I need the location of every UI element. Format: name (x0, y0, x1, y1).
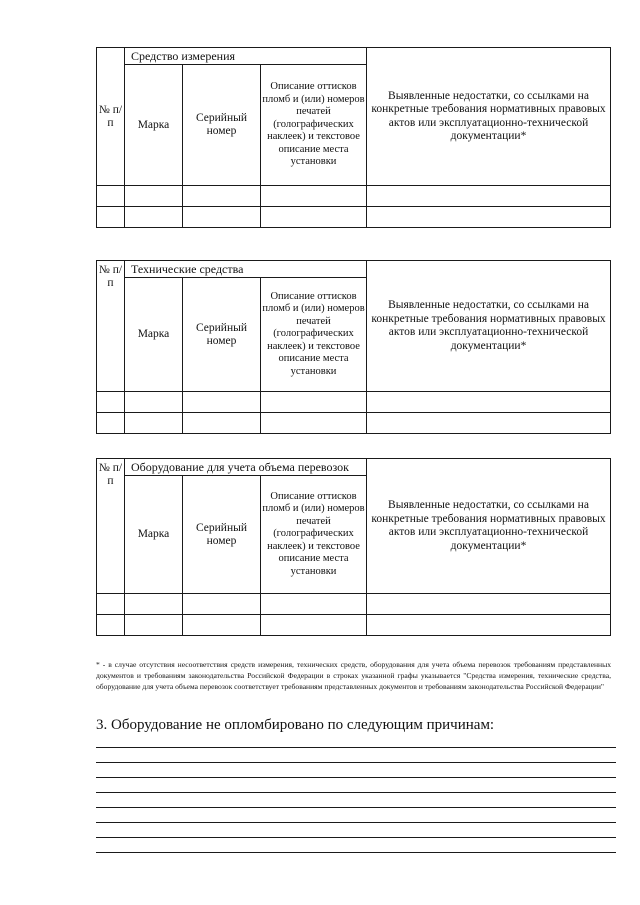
table-row (97, 594, 611, 615)
section-heading: 3. Оборудование не опломбировано по следующим причинам: (96, 717, 495, 733)
measuring-instruments-table (96, 47, 611, 228)
table-row (97, 392, 611, 413)
fill-line (96, 777, 616, 778)
group-title: Технические средства (125, 261, 367, 278)
fill-line (96, 807, 616, 808)
header-number: № п/п (97, 48, 125, 186)
header-serial: Серийный номер (183, 476, 261, 594)
fill-line (96, 837, 616, 838)
header-issues: Выявленные недостатки, со ссылками на конкретные требования нормативных правовых актов или эксплуатационно-технической документации* (367, 459, 611, 594)
transport-volume-equipment-table (96, 458, 611, 636)
fill-line (96, 747, 616, 748)
table-row (97, 186, 611, 207)
group-title: Оборудование для учета объема перевозок (125, 459, 367, 476)
header-issues: Выявленные недостатки, со ссылками на конкретные требования нормативных правовых актов или эксплуатационно-технической документации* (367, 48, 611, 186)
header-brand: Марка (125, 476, 183, 594)
fill-line (96, 822, 616, 823)
header-seals: Описание оттисков пломб и (или) номеров печатей (голографических наклеек) и текстовое описание места установки (261, 65, 367, 186)
header-number: № п/п (97, 261, 125, 392)
fill-line (96, 762, 616, 763)
header-serial: Серийный номер (183, 278, 261, 392)
table-row (97, 615, 611, 636)
header-number: № п/п (97, 459, 125, 594)
technical-means-table (96, 260, 611, 434)
header-brand: Марка (125, 65, 183, 186)
header-serial: Серийный номер (183, 65, 261, 186)
fill-line (96, 852, 616, 853)
group-title: Средство измерения (125, 48, 367, 65)
table-row (97, 413, 611, 434)
header-brand: Марка (125, 278, 183, 392)
fill-line (96, 792, 616, 793)
footnote: * - в случае отсутствия несоответствия средств измерения, технических средств, оборудования для учета объема перевозок требованиям представленных документов и требованиям законодательства Российской Федерации в строках указанной графы указывается "Средства измерения, технические средства, оборудование для учета объема перевозок соответствует требованиям представленных документов и требованиям законодательства Российской Федерации" (96, 660, 611, 691)
header-seals: Описание оттисков пломб и (или) номеров печатей (голографических наклеек) и текстовое описание места установки (261, 278, 367, 392)
header-issues: Выявленные недостатки, со ссылками на конкретные требования нормативных правовых актов или эксплуатационно-технической документации* (367, 261, 611, 392)
header-seals: Описание оттисков пломб и (или) номеров печатей (голографических наклеек) и текстовое описание места установки (261, 476, 367, 594)
table-row (97, 207, 611, 228)
